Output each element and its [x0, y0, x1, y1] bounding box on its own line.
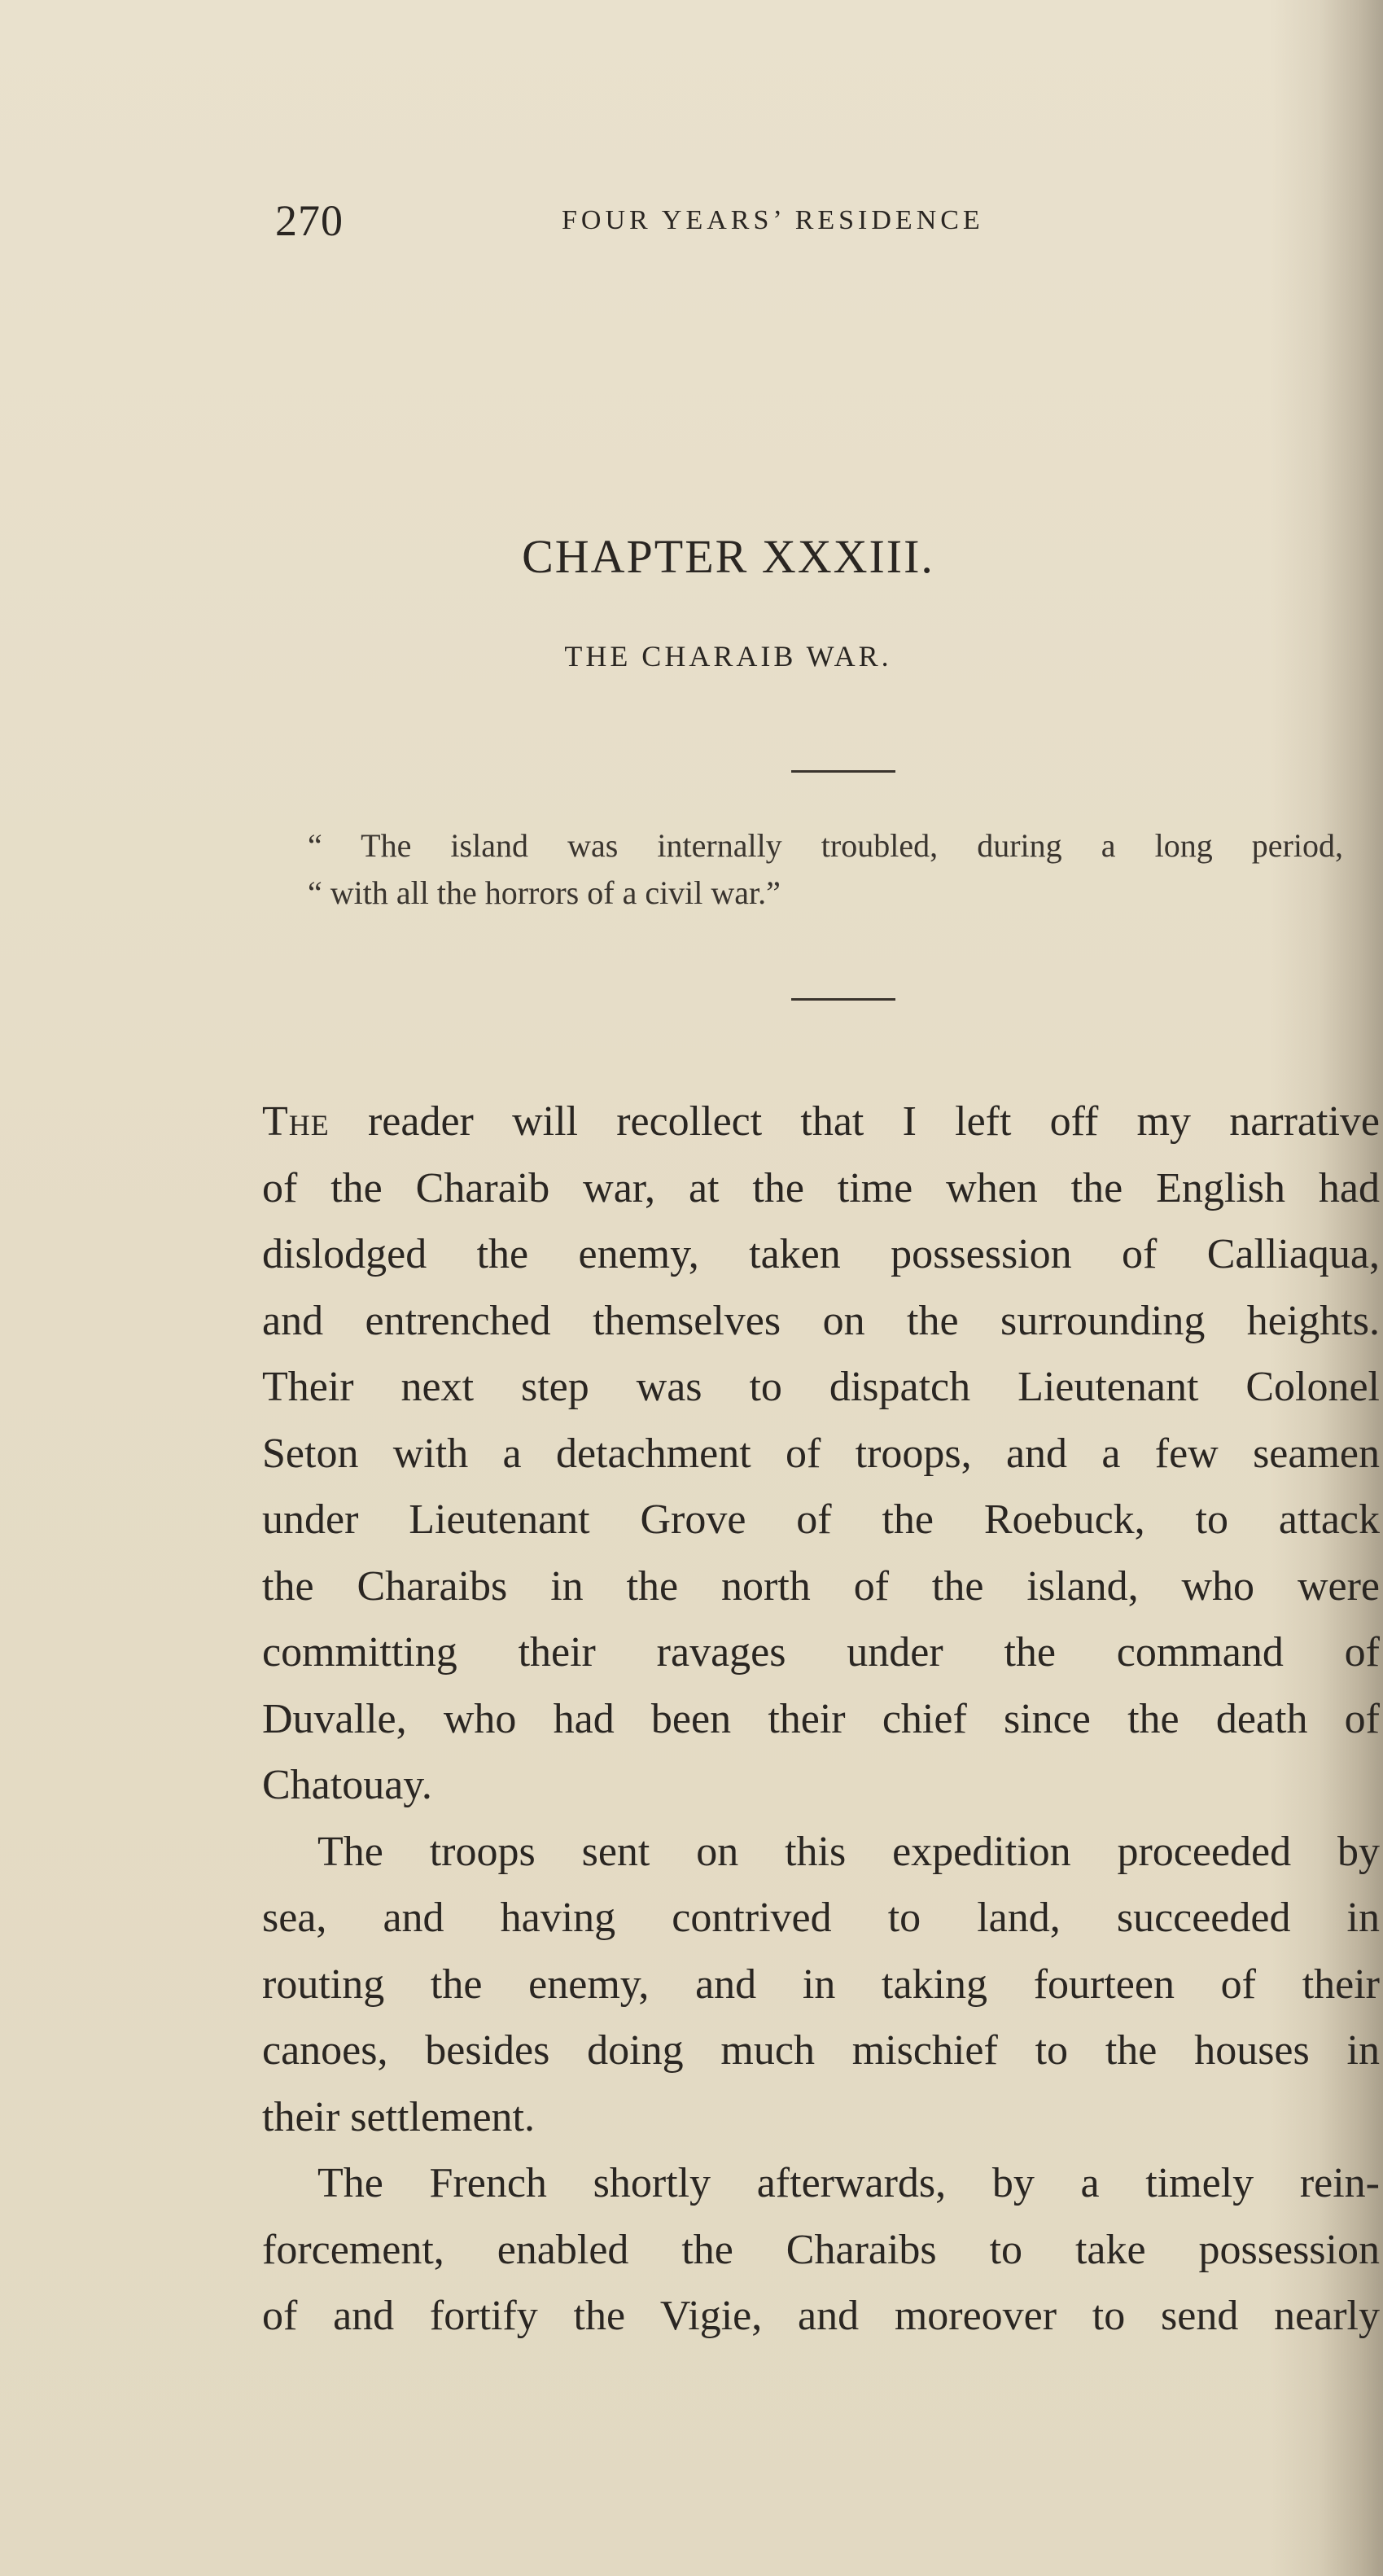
body-line: and entrenched themselves on the surrounding heights.: [262, 1297, 1380, 1344]
running-head: [0, 195, 1383, 244]
body-line: of the Charaib war, at the time when the English had: [262, 1164, 1380, 1211]
divider-rule-top: [791, 770, 895, 773]
body-line: The French shortly afterwards, by a timely rein-: [317, 2160, 1380, 2206]
epigraph: [308, 822, 1343, 917]
body-line: sea, and having contrived to land, succeeded in: [262, 1895, 1380, 1941]
running-head-title: FOUR YEARS’ RESIDENCE: [562, 205, 984, 235]
body-line: The troops sent on this expedition proceeded by: [317, 1828, 1380, 1875]
body-line: Duvalle, who had been their chief since the death of: [262, 1695, 1380, 1742]
body-line: the Charaibs in the north of the island, who were: [262, 1562, 1380, 1610]
body-line: under Lieutenant Grove of the Roebuck, to attack: [262, 1496, 1380, 1543]
body-line: their settlement.: [262, 2093, 536, 2140]
opening-word: The: [262, 1098, 330, 1145]
epigraph-line: “ The island was internally troubled, during a long period,: [308, 827, 1343, 864]
body-line: The reader will recollect that I left off my narrative: [262, 1098, 1380, 1145]
page-number: 270: [275, 196, 344, 245]
body-line: Chatouay.: [262, 1762, 432, 1808]
body-line: of and fortify the Vigie, and moreover to send nearly: [262, 2293, 1380, 2339]
chapter-title: CHAPTER XXXIII.: [522, 530, 934, 583]
body-line: Their next step was to dispatch Lieutenant Colonel: [262, 1364, 1380, 1410]
chapter-subtitle: THE CHARAIB WAR.: [564, 640, 892, 672]
body-text: [262, 1089, 1380, 2350]
divider-rule-bottom: [791, 998, 895, 1001]
body-line: Seton with a detachment of troops, and a few seamen: [262, 1430, 1380, 1477]
body-line: forcement, enabled the Charaibs to take possession: [262, 2226, 1380, 2273]
epigraph-line: “ with all the horrors of a civil war.”: [308, 874, 781, 911]
body-line: committing their ravages under the command of: [262, 1629, 1380, 1676]
body-line: routing the enemy, and in taking fourteen of their: [262, 1960, 1380, 2008]
body-line: canoes, besides doing much mischief to the houses in: [262, 2027, 1380, 2074]
body-line: dislodged the enemy, taken possession of Calliaqua,: [262, 1231, 1380, 1277]
